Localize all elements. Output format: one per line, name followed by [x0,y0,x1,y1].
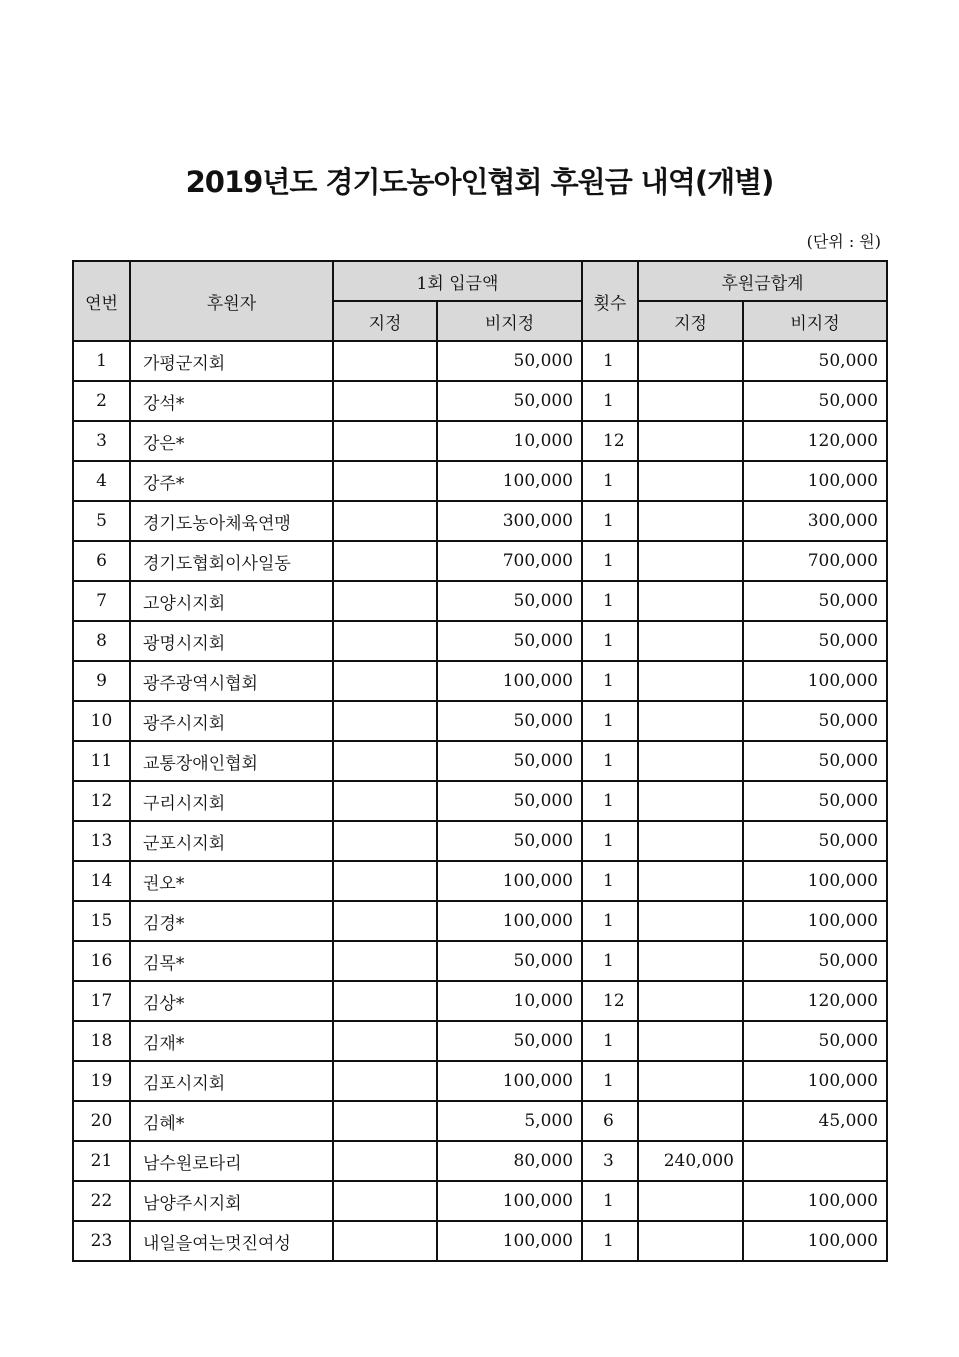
cell-total-non-designated: 100,000 [743,1061,887,1101]
header-no: 연번 [73,261,130,341]
cell-no: 20 [73,1101,130,1141]
cell-count: 3 [582,1141,638,1181]
cell-count: 1 [582,461,638,501]
cell-total-designated [638,941,743,981]
table-row [73,781,887,821]
cell-total-non-designated: 120,000 [743,421,887,461]
table-row [73,741,887,781]
table-row [73,461,887,501]
cell-payment-designated [333,781,437,821]
cell-count: 1 [582,941,638,981]
cell-no: 17 [73,981,130,1021]
cell-no: 13 [73,821,130,861]
cell-total-non-designated: 50,000 [743,581,887,621]
cell-no: 7 [73,581,130,621]
cell-total-non-designated: 100,000 [743,661,887,701]
cell-sponsor: 김목* [130,941,333,981]
cell-sponsor: 김재* [130,1021,333,1061]
cell-total-non-designated: 700,000 [743,541,887,581]
cell-total-designated [638,381,743,421]
cell-sponsor: 경기도협회이사일동 [130,541,333,581]
table-row [73,821,887,861]
cell-payment-non-designated: 50,000 [437,621,582,661]
cell-total-non-designated: 50,000 [743,381,887,421]
cell-total-designated [638,781,743,821]
document-title: 2019년도 경기도농아인협회 후원금 내역(개별) [185,165,774,199]
cell-total-designated [638,1221,743,1261]
cell-total-non-designated: 100,000 [743,461,887,501]
cell-total-designated [638,741,743,781]
table-row [73,1181,887,1221]
cell-payment-designated [333,981,437,1021]
cell-count: 1 [582,541,638,581]
cell-count: 1 [582,581,638,621]
cell-no: 15 [73,901,130,941]
cell-count: 1 [582,1181,638,1221]
cell-payment-non-designated: 100,000 [437,1061,582,1101]
cell-total-designated [638,541,743,581]
cell-count: 12 [582,981,638,1021]
cell-total-non-designated: 45,000 [743,1101,887,1141]
cell-total-non-designated: 100,000 [743,1221,887,1261]
header-count: 횟수 [582,261,638,341]
cell-no: 19 [73,1061,130,1101]
cell-sponsor: 구리시지회 [130,781,333,821]
cell-total-designated [638,341,743,381]
cell-payment-non-designated: 50,000 [437,821,582,861]
table-row [73,1061,887,1101]
cell-payment-non-designated: 80,000 [437,1141,582,1181]
cell-count: 1 [582,901,638,941]
cell-payment-designated [333,861,437,901]
cell-payment-non-designated: 300,000 [437,501,582,541]
cell-count: 6 [582,1101,638,1141]
cell-payment-designated [333,661,437,701]
cell-payment-non-designated: 100,000 [437,901,582,941]
cell-payment-non-designated: 100,000 [437,861,582,901]
cell-no: 10 [73,701,130,741]
table-row [73,381,887,421]
cell-payment-designated [333,381,437,421]
cell-payment-non-designated: 10,000 [437,421,582,461]
cell-no: 22 [73,1181,130,1221]
cell-count: 1 [582,381,638,421]
cell-count: 1 [582,661,638,701]
cell-count: 1 [582,621,638,661]
header-total-non-designated: 비지정 [743,301,887,341]
cell-total-designated [638,701,743,741]
cell-no: 23 [73,1221,130,1261]
table-row [73,501,887,541]
cell-payment-designated [333,1141,437,1181]
cell-count: 1 [582,861,638,901]
cell-no: 16 [73,941,130,981]
table-row [73,421,887,461]
cell-sponsor: 남수원로타리 [130,1141,333,1181]
cell-count: 1 [582,781,638,821]
cell-sponsor: 남양주시지회 [130,1181,333,1221]
cell-sponsor: 강은* [130,421,333,461]
table-row [73,701,887,741]
cell-sponsor: 권오* [130,861,333,901]
cell-total-non-designated: 50,000 [743,781,887,821]
cell-total-designated [638,1021,743,1061]
cell-payment-designated [333,541,437,581]
cell-sponsor: 교통장애인협회 [130,741,333,781]
cell-total-designated [638,661,743,701]
header-per-payment: 1회 입금액 [333,261,582,301]
cell-payment-designated [333,821,437,861]
cell-no: 18 [73,1021,130,1061]
cell-sponsor: 김상* [130,981,333,1021]
cell-total-designated [638,1061,743,1101]
cell-payment-designated [333,501,437,541]
cell-payment-designated [333,421,437,461]
unit-label: (단위 : 원) [806,232,881,251]
header-payment-designated: 지정 [333,301,437,341]
cell-payment-non-designated: 100,000 [437,1221,582,1261]
cell-payment-designated [333,621,437,661]
header-total-designated: 지정 [638,301,743,341]
cell-no: 2 [73,381,130,421]
cell-sponsor: 김경* [130,901,333,941]
cell-sponsor: 광명시지회 [130,621,333,661]
header-payment-non-designated: 비지정 [437,301,582,341]
cell-no: 3 [73,421,130,461]
cell-no: 4 [73,461,130,501]
cell-total-non-designated [743,1141,887,1181]
cell-no: 5 [73,501,130,541]
table-body [73,341,887,1261]
cell-total-non-designated: 120,000 [743,981,887,1021]
table-row [73,341,887,381]
cell-total-non-designated: 300,000 [743,501,887,541]
cell-payment-designated [333,1221,437,1261]
table-row [73,541,887,581]
cell-no: 14 [73,861,130,901]
cell-sponsor: 광주광역시협회 [130,661,333,701]
cell-payment-non-designated: 50,000 [437,381,582,421]
cell-no: 1 [73,341,130,381]
table-row [73,1221,887,1261]
cell-payment-designated [333,1181,437,1221]
cell-total-non-designated: 100,000 [743,861,887,901]
cell-total-non-designated: 50,000 [743,341,887,381]
cell-total-non-designated: 50,000 [743,741,887,781]
cell-payment-non-designated: 50,000 [437,781,582,821]
cell-payment-non-designated: 50,000 [437,1021,582,1061]
cell-payment-non-designated: 50,000 [437,701,582,741]
cell-payment-designated [333,941,437,981]
cell-payment-designated [333,1021,437,1061]
cell-payment-designated [333,701,437,741]
cell-count: 1 [582,821,638,861]
cell-total-designated: 240,000 [638,1141,743,1181]
cell-total-non-designated: 50,000 [743,821,887,861]
cell-total-designated [638,621,743,661]
cell-total-designated [638,821,743,861]
cell-total-non-designated: 100,000 [743,1181,887,1221]
donation-table [72,260,888,1262]
cell-total-designated [638,501,743,541]
table-row [73,621,887,661]
table-row [73,661,887,701]
cell-total-designated [638,581,743,621]
cell-sponsor: 광주시지회 [130,701,333,741]
cell-count: 1 [582,1021,638,1061]
cell-total-non-designated: 50,000 [743,941,887,981]
cell-sponsor: 가평군지회 [130,341,333,381]
cell-no: 9 [73,661,130,701]
cell-payment-designated [333,341,437,381]
cell-sponsor: 강주* [130,461,333,501]
cell-total-designated [638,981,743,1021]
cell-sponsor: 김혜* [130,1101,333,1141]
cell-no: 21 [73,1141,130,1181]
cell-payment-designated [333,461,437,501]
cell-count: 1 [582,1061,638,1101]
cell-total-non-designated: 50,000 [743,621,887,661]
cell-payment-designated [333,1061,437,1101]
cell-no: 11 [73,741,130,781]
cell-payment-non-designated: 10,000 [437,981,582,1021]
cell-payment-non-designated: 700,000 [437,541,582,581]
cell-total-designated [638,1181,743,1221]
cell-no: 12 [73,781,130,821]
table-row [73,901,887,941]
cell-payment-designated [333,581,437,621]
cell-count: 1 [582,1221,638,1261]
table-row [73,1021,887,1061]
cell-total-designated [638,861,743,901]
cell-no: 8 [73,621,130,661]
table-row [73,581,887,621]
cell-no: 6 [73,541,130,581]
cell-payment-non-designated: 50,000 [437,941,582,981]
cell-total-designated [638,461,743,501]
cell-sponsor: 김포시지회 [130,1061,333,1101]
cell-payment-designated [333,1101,437,1141]
cell-payment-non-designated: 100,000 [437,661,582,701]
header-sponsor: 후원자 [130,261,333,341]
table-row [73,861,887,901]
cell-total-designated [638,421,743,461]
cell-sponsor: 강석* [130,381,333,421]
cell-count: 12 [582,421,638,461]
header-total: 후원금합계 [638,261,887,301]
cell-payment-designated [333,741,437,781]
cell-payment-non-designated: 50,000 [437,341,582,381]
cell-sponsor: 고양시지회 [130,581,333,621]
table-row [73,981,887,1021]
cell-count: 1 [582,701,638,741]
cell-total-designated [638,901,743,941]
cell-payment-non-designated: 50,000 [437,741,582,781]
cell-count: 1 [582,501,638,541]
cell-total-non-designated: 50,000 [743,1021,887,1061]
table-row [73,1141,887,1181]
cell-sponsor: 내일을여는멋진여성 [130,1221,333,1261]
table-row [73,941,887,981]
cell-count: 1 [582,741,638,781]
cell-payment-non-designated: 5,000 [437,1101,582,1141]
cell-sponsor: 군포시지회 [130,821,333,861]
cell-total-designated [638,1101,743,1141]
cell-payment-designated [333,901,437,941]
table-row [73,1101,887,1141]
cell-payment-non-designated: 100,000 [437,461,582,501]
cell-count: 1 [582,341,638,381]
cell-payment-non-designated: 50,000 [437,581,582,621]
cell-total-non-designated: 100,000 [743,901,887,941]
cell-payment-non-designated: 100,000 [437,1181,582,1221]
cell-sponsor: 경기도농아체육연맹 [130,501,333,541]
cell-total-non-designated: 50,000 [743,701,887,741]
